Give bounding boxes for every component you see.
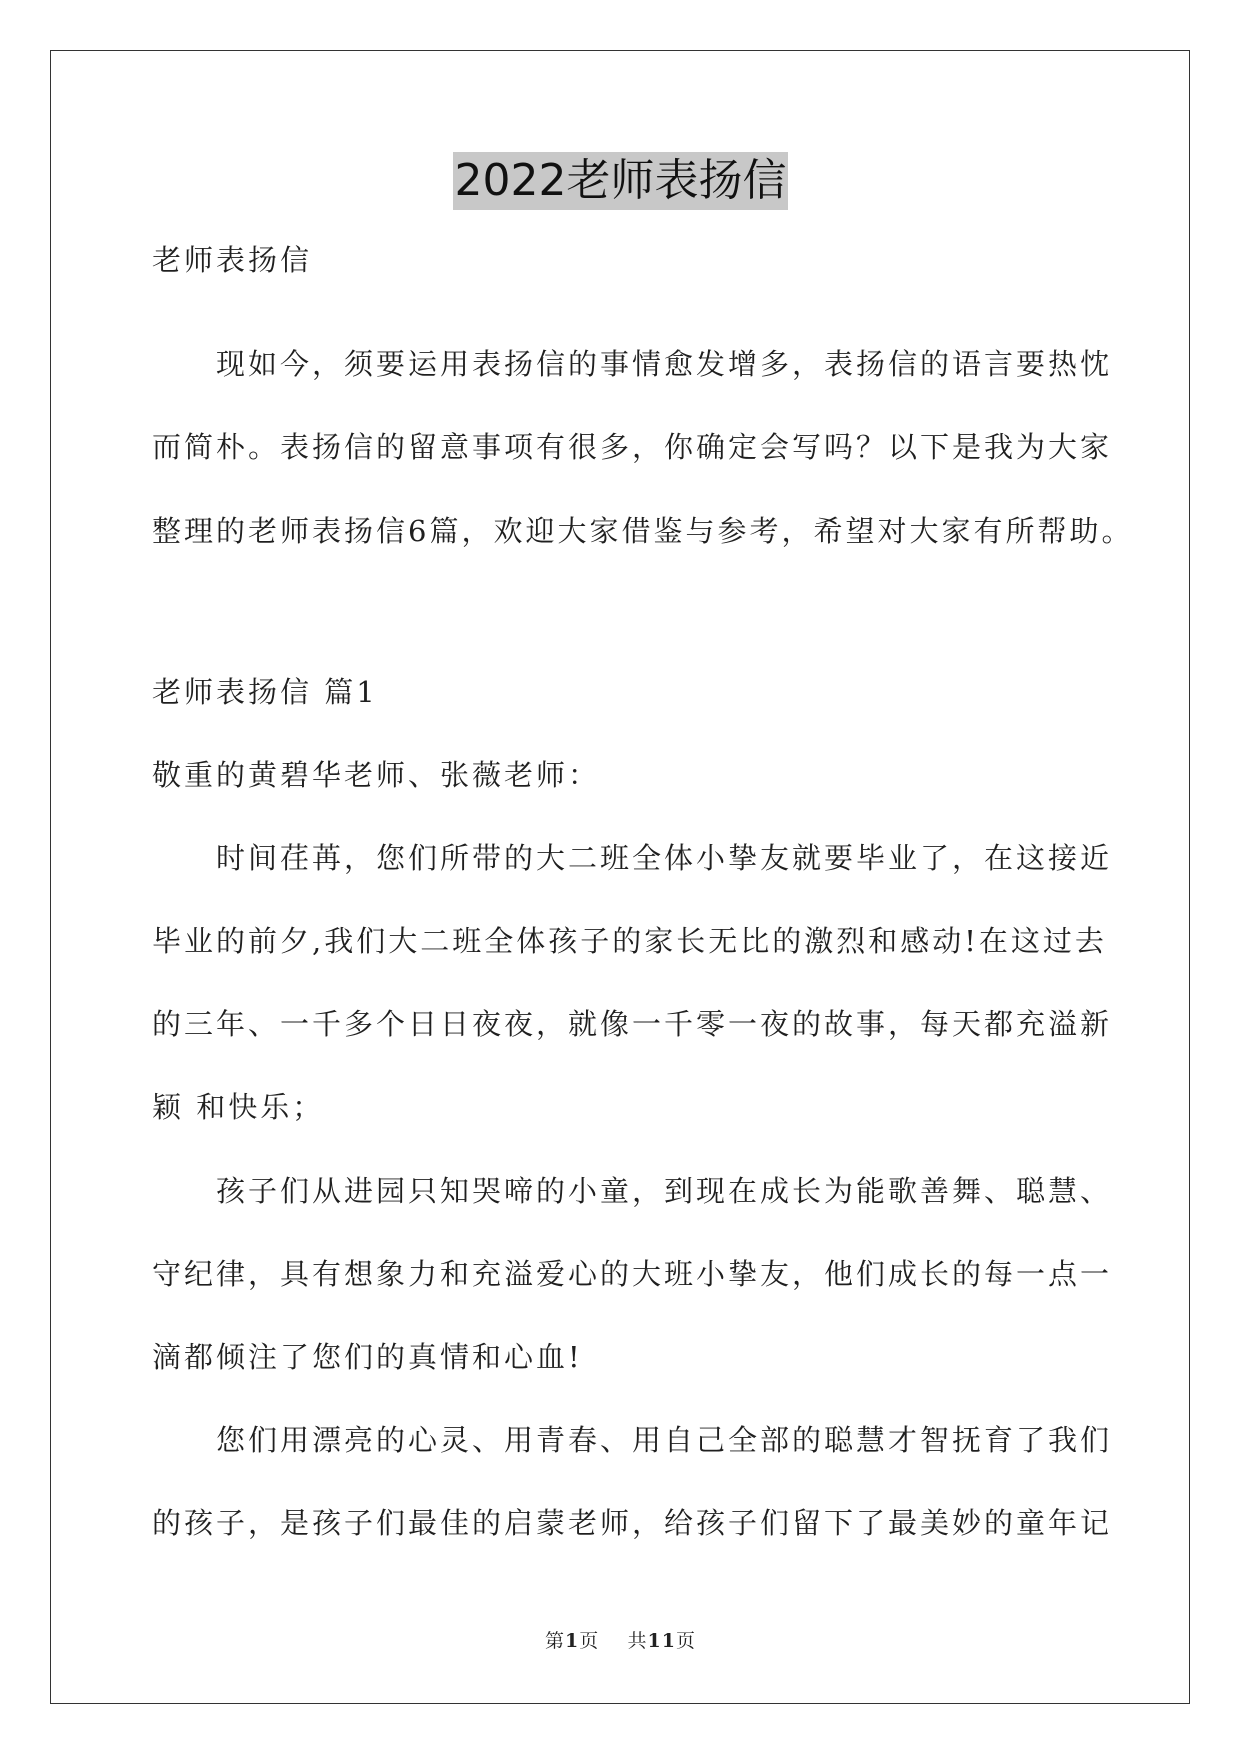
body-line: 您们用漂亮的心灵、用青春、用自己全部的聪慧才智抚育了我们 (152, 1423, 1113, 1457)
body-line: 守纪律，具有想象力和充溢爱心的大班小挚友，他们成长的每一点一 (152, 1257, 1113, 1291)
page-suffix: 页 (579, 1630, 600, 1652)
body-line: 滴都倾注了您们的真情和心血! (152, 1340, 583, 1374)
intro-line: 而简朴。表扬信的留意事项有很多，你确定会写吗？以下是我为大家 (152, 430, 1113, 464)
section-heading: 老师表扬信 篇1 (152, 675, 378, 709)
total-suffix: 页 (675, 1630, 696, 1652)
body-line: 的三年、一千多个日日夜夜，就像一千零一夜的故事，每天都充溢新 (152, 1007, 1113, 1041)
document-subtitle: 老师表扬信 (152, 243, 313, 277)
body-line: 颖 和快乐； (152, 1090, 325, 1124)
title-container (0, 152, 1241, 210)
document-title: 2022老师表扬信 (453, 152, 789, 210)
page-prefix: 第 (545, 1630, 566, 1652)
body-line: 的孩子，是孩子们最佳的启蒙老师，给孩子们留下了最美妙的童年记 (152, 1506, 1113, 1540)
total-prefix: 共 (627, 1630, 648, 1652)
intro-line: 整理的老师表扬信6篇，欢迎大家借鉴与参考，希望对大家有所帮助。 (152, 514, 1134, 548)
body-line: 毕业的前夕,我们大二班全体孩子的家长无比的激烈和感动!在这过去 (152, 924, 1107, 958)
intro-line: 现如今，须要运用表扬信的事情愈发增多，表扬信的语言要热忱 (152, 347, 1113, 381)
page-number: 1 (565, 1630, 580, 1652)
salutation: 敬重的黄碧华老师、张薇老师： (152, 758, 601, 792)
body-line: 孩子们从进园只知哭啼的小童，到现在成长为能歌善舞、聪慧、 (152, 1174, 1113, 1208)
page-footer (0, 1626, 1241, 1653)
total-pages: 11 (647, 1630, 676, 1652)
body-line: 时间荏苒，您们所带的大二班全体小挚友就要毕业了，在这接近 (152, 841, 1113, 875)
